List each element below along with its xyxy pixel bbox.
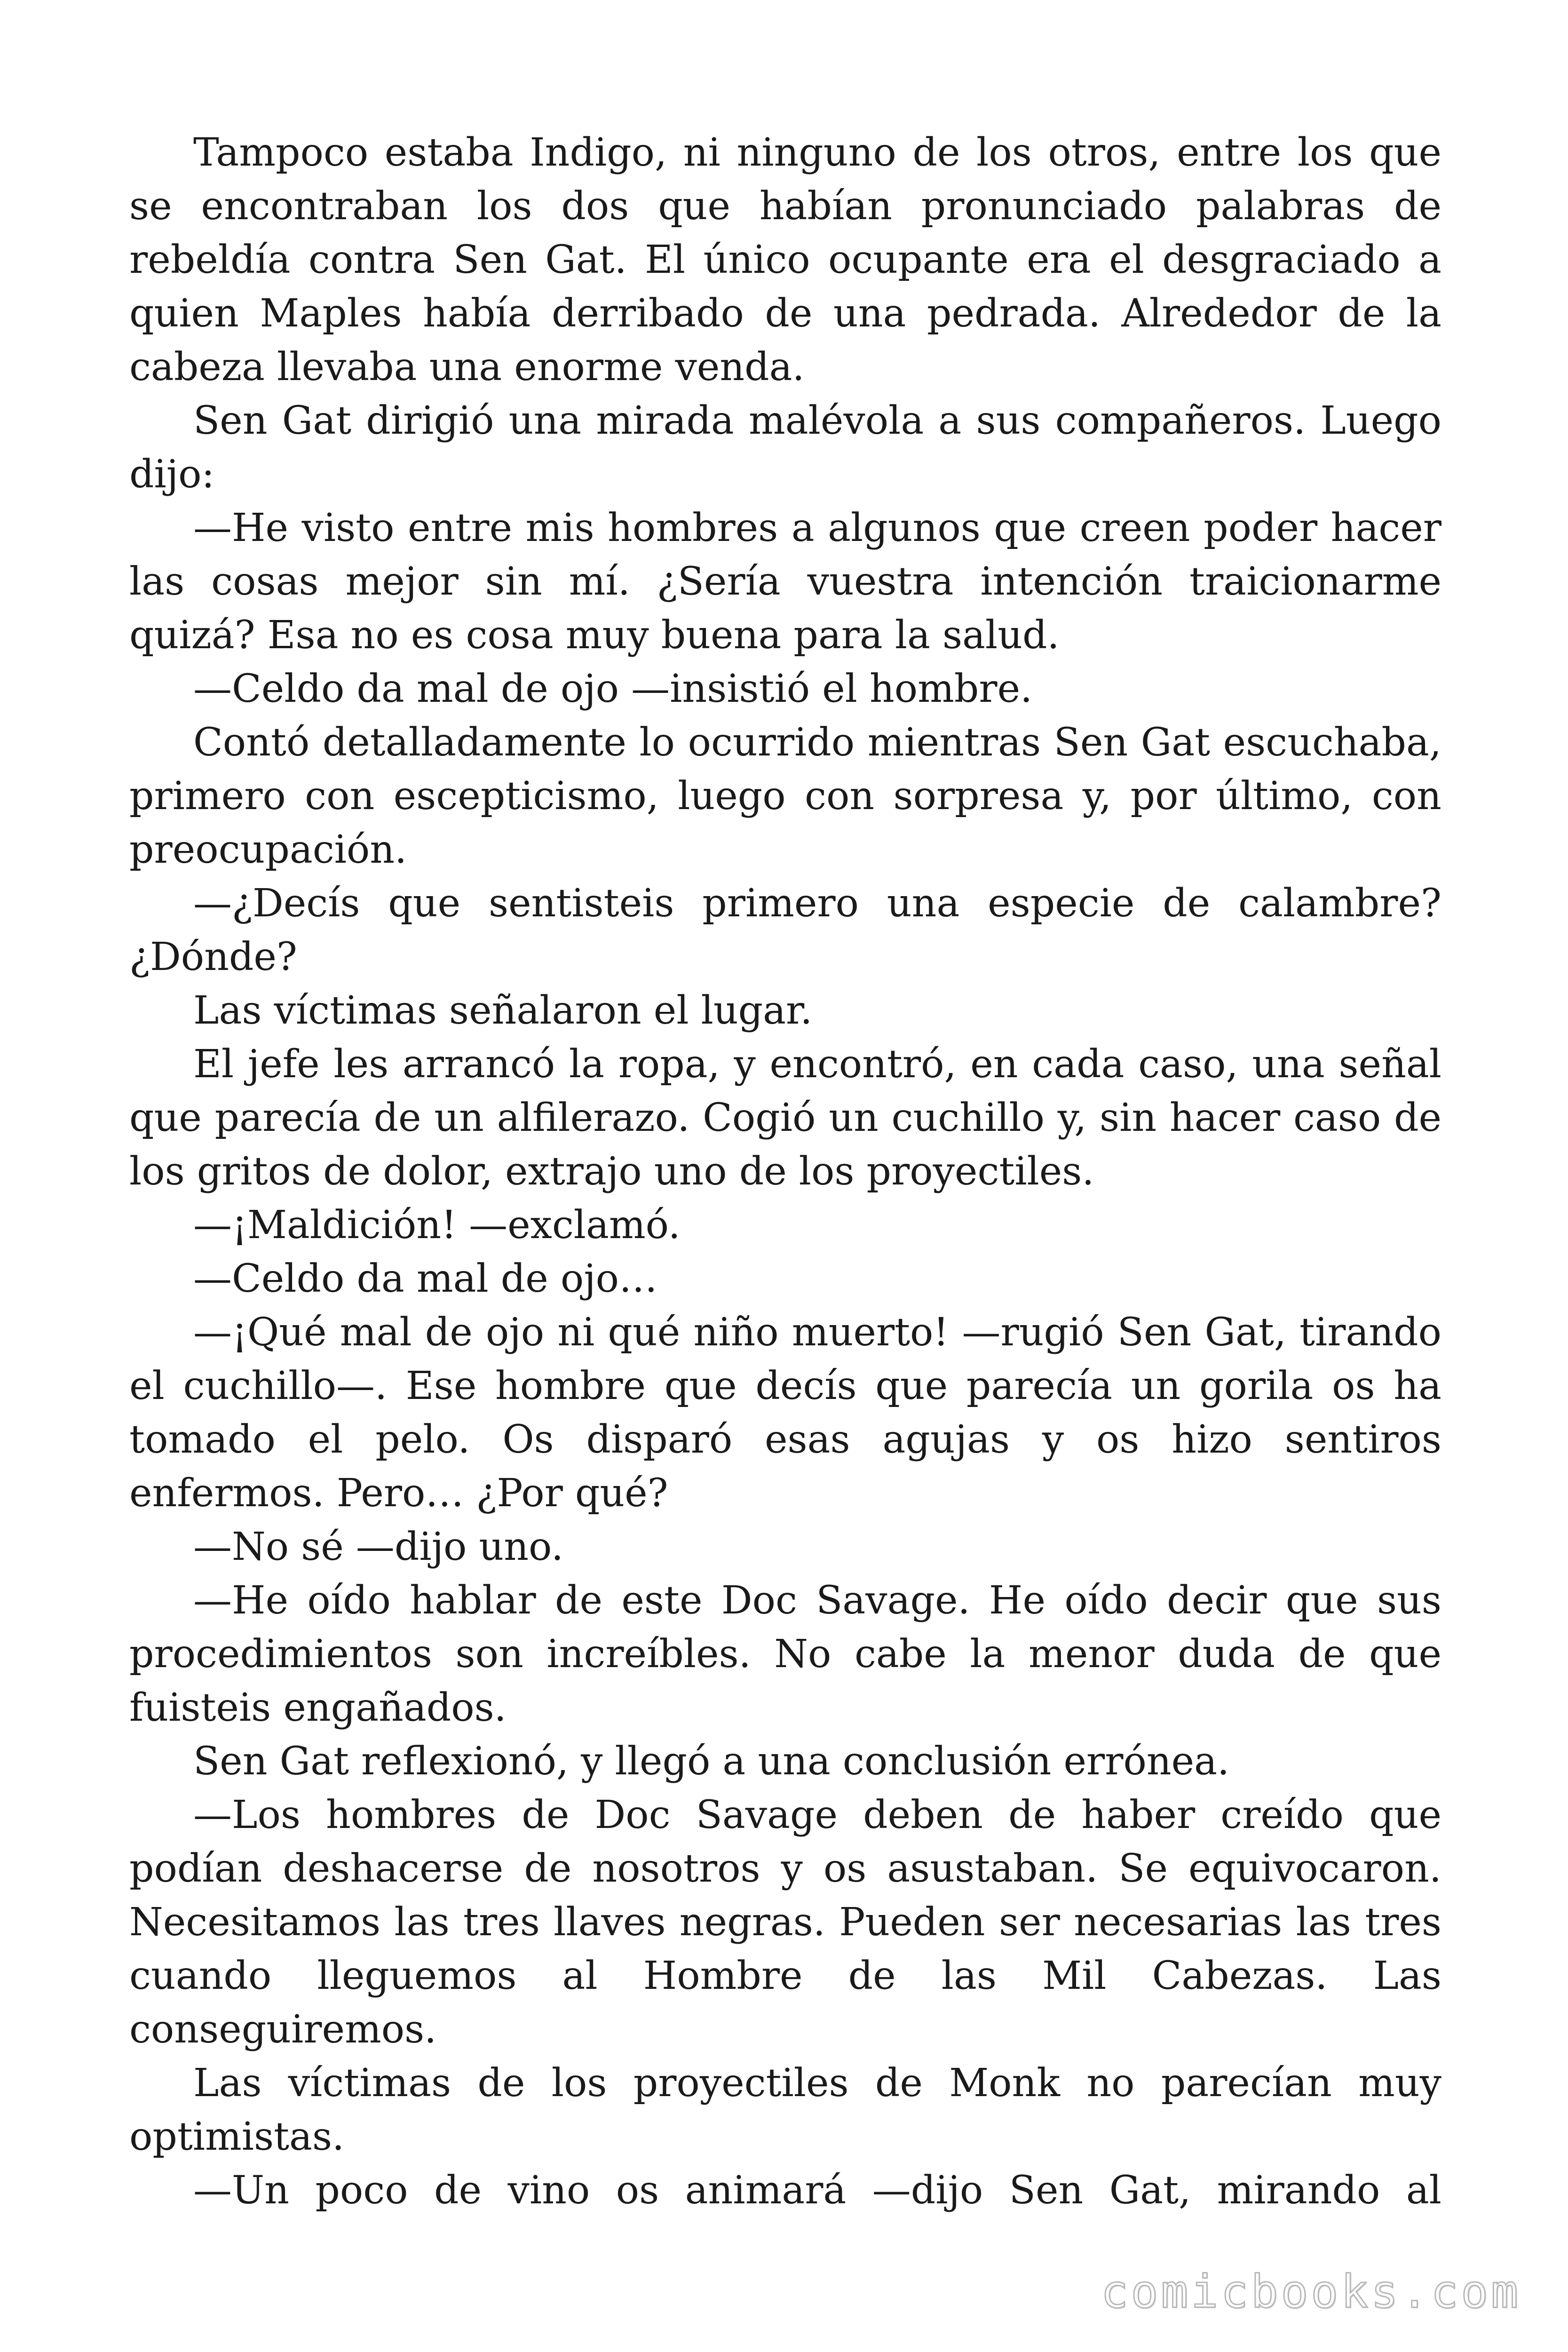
paragraph: Contó detalladamente lo ocurrido mientras Sen Gat escuchaba, primero con escepticismo, luego con sorpresa y, por último, con preocupación. [129,720,1441,872]
paragraph: Sen Gat dirigió una mirada malévola a sus compañeros. Luego dijo: [129,398,1441,497]
paragraph: Las víctimas señalaron el lugar. [193,988,813,1033]
paragraph-last-line: —Un poco de vino os animará —dijo Sen Gat, mirando al [193,2168,1441,2213]
paragraph: El jefe les arrancó la ropa, y encontró, en cada caso, una señal que parecía de un alfilerazo. Cogió un cuchillo y, sin hacer caso de los gritos de dolor, extrajo uno de los proyectiles. [129,1042,1441,1194]
paragraph: —Los hombres de Doc Savage deben de haber creído que podían deshacerse de nosotros y os asustaban. Se equivocaron. Necesitamos las tres llaves negras. Pueden ser necesarias las tres cuando lleguemos al Hombre de las Mil Cabezas. Las conseguiremos. [129,1793,1441,2052]
watermark: comicbooks.com [1101,2265,1521,2318]
paragraph: —Celdo da mal de ojo —insistió el hombre. [193,667,1033,711]
paragraph: Las víctimas de los proyectiles de Monk no parecían muy optimistas. [129,2061,1441,2159]
paragraph: —No sé —dijo uno. [193,1525,564,1569]
paragraph: Tampoco estaba Indigo, ni ninguno de los otros, entre los que se encontraban los dos que habían pronunciado palabras de rebeldía contra Sen Gat. El único ocupante era el desgraciado a quien Maples había derribado de una pedrada. Alrededor de la cabeza llevaba una enorme venda. [129,130,1441,389]
paragraph: —¡Qué mal de ojo ni qué niño muerto! —rugió Sen Gat, tirando el cuchillo—. Ese hombre que decís que parecía un gorila os ha tomado el pelo. Os disparó esas agujas y os hizo sentiros enfermos. Pero… ¿Por qué? [129,1310,1441,1516]
paragraph: —Celdo da mal de ojo… [193,1256,658,1301]
paragraph: Sen Gat reflexionó, y llegó a una conclusión errónea. [193,1739,1230,1784]
paragraph: —He visto entre mis hombres a algunos que creen poder hacer las cosas mejor sin mí. ¿Sería vuestra intención traicionarme quizá? Esa no es cosa muy buena para la salud. [129,506,1441,658]
paragraph: —He oído hablar de este Doc Savage. He oído decir que sus procedimientos son increíbles. No cabe la menor duda de que fuisteis engañados. [129,1578,1441,1730]
paragraph: —¿Decís que sentisteis primero una especie de calambre? ¿Dónde? [129,881,1441,979]
body-text [129,126,1441,2217]
paragraph: —¡Maldición! —exclamó. [193,1203,681,1248]
